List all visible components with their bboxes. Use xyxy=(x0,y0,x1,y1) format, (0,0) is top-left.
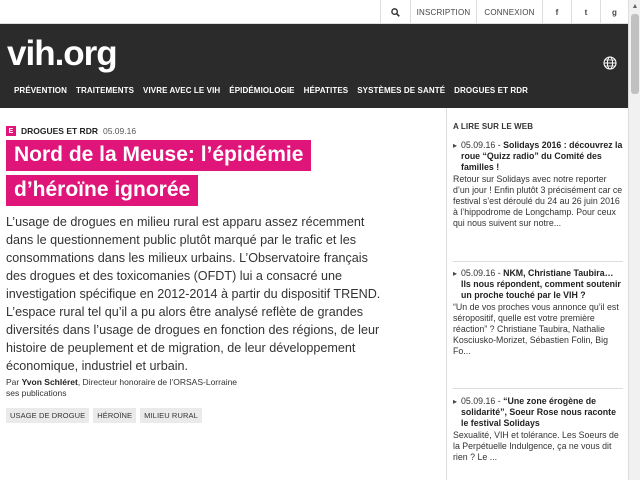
facebook-link[interactable] xyxy=(542,0,571,24)
googleplus-icon: g xyxy=(611,7,618,17)
nav-vivre-avec-le-vih[interactable]: VIVRE AVEC LE VIH xyxy=(143,86,221,95)
site-header xyxy=(0,24,628,108)
sidebar-article-separator: - xyxy=(495,396,504,406)
sidebar-article-separator: - xyxy=(495,268,504,278)
nav-prevention[interactable]: PRÉVENTION xyxy=(14,86,68,95)
category-icon: E xyxy=(6,126,16,136)
nav-hepatites[interactable]: HÉPATITES xyxy=(303,86,349,95)
sidebar-article-desc: “Un de vos proches vous annonce qu’il est séropositif, quelle est votre première réaction” ? Christiane Taubira, Nathalie Kosciusko-Morizet, Sébastien Folin, Big Fo... xyxy=(453,302,619,356)
article-lead: L’usage de drogues en milieu rural est apparu assez récemment dans le questionnement public plutôt marqué par le trafic et les consommations dans les milieux urbains. L’Observatoire français des drogues et des toxicomanies (OFDT) lui a consacré une investigation spécifique en 2012-2014 à partir du dispositif TREND. L’espace rural tel qu’il a pu alors être analysé reflète de grandes diversités dans l’usage de drogues en fonction des régions, de leur histoire de peuplement et de migration, de leur développement économique, industriel et urbain. xyxy=(6,215,381,373)
sidebar-article-headline[interactable]: Solidays 2016 : découvrez la roue “Quizz radio” du Comité des familles ! xyxy=(461,140,623,172)
vertical-scrollbar[interactable] xyxy=(628,0,640,480)
top-utility-bar xyxy=(0,0,628,24)
scroll-thumb[interactable] xyxy=(631,14,639,94)
scroll-up-arrow-icon[interactable]: ▲ xyxy=(631,2,639,10)
twitter-icon: t xyxy=(584,7,588,17)
tag-heroine[interactable]: HÉROÏNE xyxy=(93,408,136,423)
nav-drogues-et-rdr[interactable]: DROGUES ET RDR xyxy=(454,86,529,95)
article-title xyxy=(6,140,386,210)
sidebar-divider xyxy=(453,261,623,262)
author-publications-link[interactable]: ses publications xyxy=(6,388,67,398)
article-tags xyxy=(6,408,202,423)
nav-systemes-de-sante[interactable]: SYSTÈMES DE SANTÉ xyxy=(357,86,446,95)
sidebar-divider xyxy=(453,388,623,389)
author-role: , Directeur honoraire de l’ORSAS-Lorraine xyxy=(77,377,238,387)
globe-icon[interactable] xyxy=(603,56,617,70)
nav-epidemiologie[interactable]: ÉPIDÉMIOLOGIE xyxy=(229,86,295,95)
sidebar-article-date: 05.09.16 xyxy=(461,396,496,406)
article-title-line-2: d’héroïne ignorée xyxy=(6,175,198,206)
article-title-line-1: Nord de la Meuse: l’épidémie xyxy=(6,140,311,171)
sidebar-article-desc: Sexualité, VIH et tolérance. Les Soeurs de la Perpétuelle Indulgence, ça ne vous dit rien ? Le ... xyxy=(453,430,619,462)
site-logo[interactable]: vih.org xyxy=(7,34,117,73)
sidebar-article-3[interactable] xyxy=(453,396,623,463)
sidebar-article-headline[interactable]: “Une zone érogène de solidarité”, Soeur Rose nous raconte le festival Solidays xyxy=(461,396,616,428)
sidebar-article-1[interactable] xyxy=(453,140,623,229)
tag-milieu-rural[interactable]: MILIEU RURAL xyxy=(140,408,202,423)
byline-prefix: Par xyxy=(6,377,20,387)
connexion-label: CONNEXION xyxy=(484,7,535,17)
sidebar-article-date: 05.09.16 xyxy=(461,140,496,150)
sidebar-article-headline[interactable]: NKM, Christiane Taubira… Ils nous répondent, comment soutenir un proche touché par le VIH ? xyxy=(461,268,621,300)
sidebar-title: A LIRE SUR LE WEB xyxy=(453,122,534,131)
sidebar-article-desc: Retour sur Solidays avec notre reporter d’un jour ! Enfin plutôt 3 précisément car ce festival s’est déroulé du 24 au 26 juin 2016 à l’hippodrome de Longchamp. Pour ceux qui nous suivent sur notre... xyxy=(453,174,623,228)
inscription-link[interactable] xyxy=(410,0,476,24)
sidebar-article-separator: - xyxy=(495,140,504,150)
arrow-right-icon: ▸ xyxy=(453,141,458,150)
article-byline xyxy=(6,377,396,399)
author-link[interactable]: Yvon Schléret xyxy=(21,377,78,387)
main-nav xyxy=(14,86,528,95)
search-button[interactable] xyxy=(380,0,410,24)
nav-traitements[interactable]: TRAITEMENTS xyxy=(76,86,135,95)
article-meta xyxy=(6,126,136,136)
search-icon xyxy=(391,8,400,17)
twitter-link[interactable] xyxy=(571,0,600,24)
article-category[interactable]: DROGUES ET RDR xyxy=(21,126,98,136)
sidebar-article-2[interactable] xyxy=(453,268,623,357)
inscription-label: INSCRIPTION xyxy=(416,7,471,17)
googleplus-link[interactable] xyxy=(600,0,628,24)
connexion-link[interactable] xyxy=(476,0,542,24)
sidebar-a-lire xyxy=(446,108,628,480)
article-date: 05.09.16 xyxy=(102,126,137,136)
tag-usage-de-drogue[interactable]: USAGE DE DROGUE xyxy=(6,408,89,423)
arrow-right-icon: ▸ xyxy=(453,397,458,406)
facebook-icon: f xyxy=(555,7,559,17)
sidebar-article-date: 05.09.16 xyxy=(461,268,496,278)
arrow-right-icon: ▸ xyxy=(453,269,458,278)
